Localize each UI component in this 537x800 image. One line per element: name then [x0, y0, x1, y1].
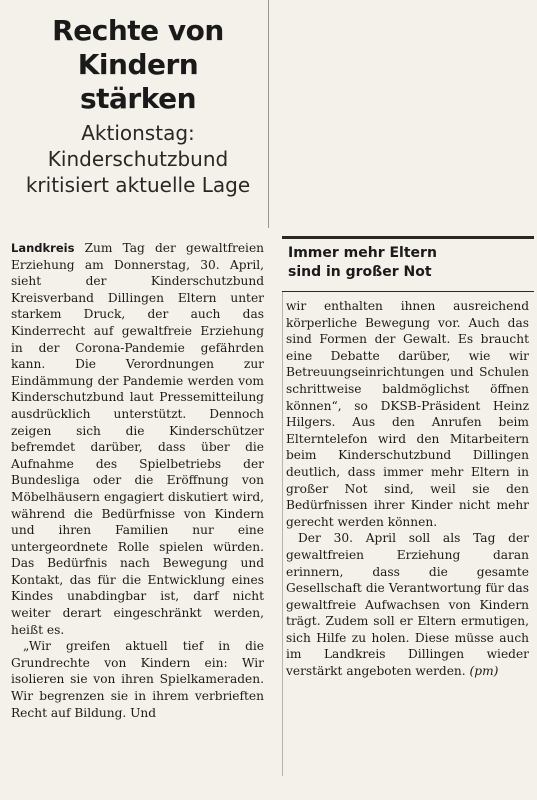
article-paragraph	[11, 240, 264, 638]
intermediate-heading-line: sind in großer Not	[288, 264, 432, 280]
headline	[10, 14, 266, 116]
subheadline-line: Kinderschutzbund	[47, 147, 229, 171]
paragraph-text: Zum Tag der gewaltfreien Erziehung am Donnerstag, 30. April, sieht der Kinderschutzbund Kreisverband Dillingen Eltern unter starkem Druck, der auch das Kinderrecht auf gewaltfreie Erziehung in der Corona-Pandemie gefährden kann. Die Verordnungen zur Eindämmung der Pandemie werden vom Kinderschutzbund laut Pressemitteilung ausdrücklich unterstützt. Dennoch zeigen sich die Kinderschützer befremdet darüber, dass über die Aufnahme des Spielbetriebs der Bundesliga oder die Eröffnung von Möbelhäusern engagiert diskutiert wird, während die Bedürfnisse von Kindern und ihren Familien nur eine untergeordnete Rolle spielen würden. Das Bedürfnis nach Bewegung und Kontakt, das für die Entwicklung eines Kindes unabdingbar ist, darf nicht weiter derart eingeschränkt werden, heißt es.	[11, 241, 265, 637]
article-column-left	[11, 240, 264, 721]
paragraph-text: Der 30. April soll als Tag der gewaltfreien Erziehung daran erinnern, dass die gesamte Gesellschaft die Verantwortung für das gewaltfreie Aufwachsen von Kindern trägt. Zudem soll er Eltern ermutigen, sich Hilfe zu holen. Diese müsse auch im Landkreis Dillingen wieder verstärkt angeboten werden.	[286, 531, 529, 679]
intermediate-heading-line: Immer mehr Eltern	[288, 245, 437, 261]
column-rule-right	[282, 292, 283, 776]
subheadline-line: Aktionstag:	[81, 121, 195, 145]
subheadline	[10, 120, 266, 198]
column-rule	[268, 0, 269, 228]
article-column-right	[286, 298, 529, 680]
headline-line: stärken	[79, 82, 197, 115]
article-paragraph	[286, 530, 529, 679]
article-paragraph: „Wir greifen aktuell tief in die Grundrechte von Kindern ein: Wir isolieren sie von ihren Spielkameraden. Wir begrenzen sie in ihrem verbrieften Recht auf Bildung. Und	[11, 639, 264, 720]
article-paragraph: wir enthalten ihnen ausreichend körperliche Bewegung vor. Auch das sind Formen der Gewalt. Es braucht eine Debatte darüber, wie wir Betreuungseinrichtungen und Schulen schrittweise baldmöglichst öffnen können“, so DKSB-Präsident Heinz Hilgers. Aus den Anrufen beim Elterntelefon wird den Mitarbeitern beim Kinderschutzbund Dillingen deutlich, dass immer mehr Eltern in großer Not sind, weil sie den Bedürfnissen ihrer Kinder nicht mehr gerecht werden können.	[286, 299, 529, 529]
author-signature: (pm)	[469, 664, 499, 679]
headline-block	[10, 14, 266, 198]
headline-line: Kindern	[77, 48, 199, 81]
headline-line: Rechte von	[52, 14, 224, 47]
dateline: Landkreis	[11, 241, 75, 255]
intermediate-heading	[282, 236, 534, 292]
subheadline-line: kritisiert aktuelle Lage	[25, 173, 251, 197]
